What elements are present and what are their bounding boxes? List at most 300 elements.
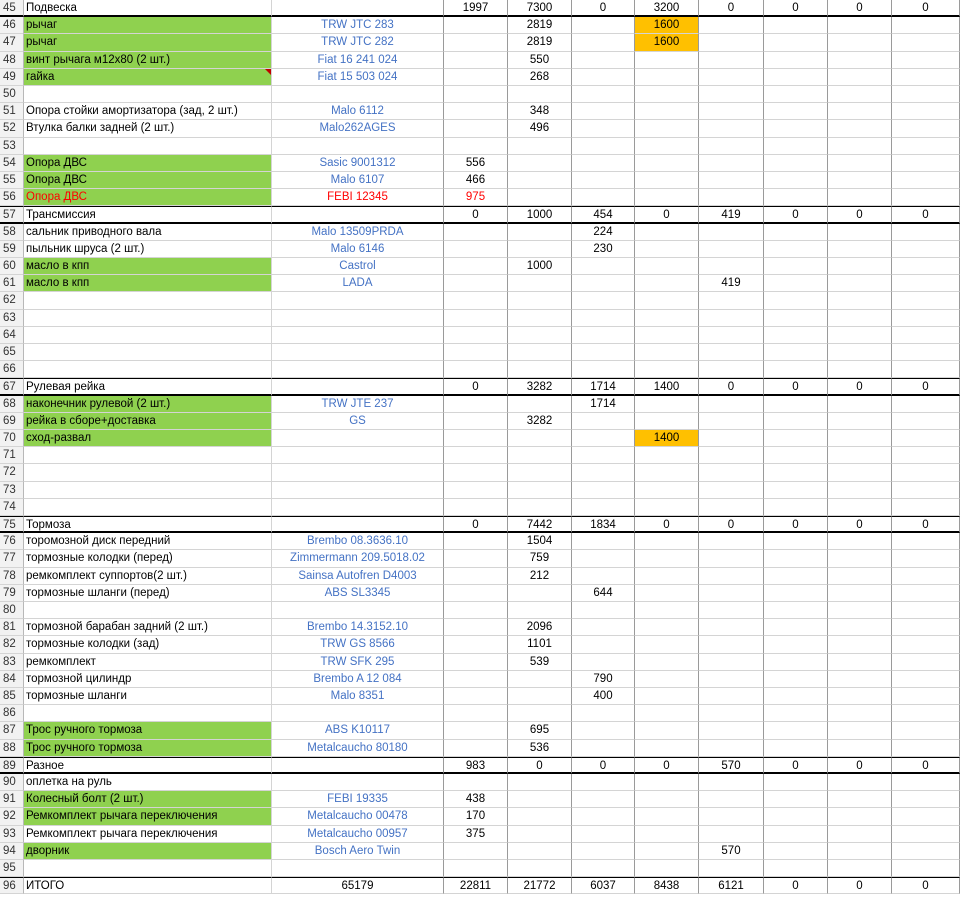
part-number-cell[interactable]: TRW GS 8566 bbox=[272, 636, 444, 653]
part-number-cell[interactable]: Malo 6112 bbox=[272, 103, 444, 120]
value-cell[interactable]: 975 bbox=[444, 189, 508, 206]
value-cell[interactable] bbox=[764, 361, 828, 378]
item-name-cell[interactable]: ремкомплект bbox=[24, 654, 272, 671]
item-name-cell[interactable]: оплетка на руль bbox=[24, 774, 272, 791]
part-number-cell[interactable]: TRW JTC 283 bbox=[272, 17, 444, 34]
value-cell[interactable] bbox=[892, 34, 960, 51]
value-cell[interactable]: 1000 bbox=[508, 206, 572, 223]
value-cell[interactable]: 0 bbox=[699, 0, 764, 17]
value-cell[interactable] bbox=[764, 774, 828, 791]
value-cell[interactable] bbox=[828, 258, 892, 275]
value-cell[interactable]: 0 bbox=[635, 757, 699, 774]
part-number-cell[interactable] bbox=[272, 361, 444, 378]
value-cell[interactable] bbox=[764, 275, 828, 292]
value-cell[interactable] bbox=[828, 224, 892, 241]
value-cell[interactable]: 224 bbox=[572, 224, 635, 241]
part-number-cell[interactable]: Malo 6146 bbox=[272, 241, 444, 258]
value-cell[interactable] bbox=[764, 843, 828, 860]
value-cell[interactable] bbox=[635, 482, 699, 499]
value-cell[interactable] bbox=[699, 310, 764, 327]
value-cell[interactable] bbox=[572, 172, 635, 189]
value-cell[interactable]: 0 bbox=[892, 757, 960, 774]
value-cell[interactable] bbox=[892, 791, 960, 808]
value-cell[interactable]: 496 bbox=[508, 120, 572, 137]
value-cell[interactable] bbox=[635, 52, 699, 69]
value-cell[interactable] bbox=[635, 258, 699, 275]
value-cell[interactable] bbox=[764, 103, 828, 120]
value-cell[interactable] bbox=[764, 602, 828, 619]
value-cell[interactable] bbox=[764, 654, 828, 671]
item-name-cell[interactable]: тормозные шланги (перед) bbox=[24, 585, 272, 602]
value-cell[interactable] bbox=[892, 224, 960, 241]
value-cell[interactable] bbox=[828, 34, 892, 51]
value-cell[interactable]: 550 bbox=[508, 52, 572, 69]
value-cell[interactable] bbox=[635, 344, 699, 361]
item-name-cell[interactable]: Трос ручного тормоза bbox=[24, 740, 272, 757]
value-cell[interactable] bbox=[764, 499, 828, 516]
value-cell[interactable] bbox=[892, 413, 960, 430]
value-cell[interactable] bbox=[635, 636, 699, 653]
part-number-cell[interactable]: Malo262AGES bbox=[272, 120, 444, 137]
value-cell[interactable] bbox=[444, 464, 508, 481]
value-cell[interactable] bbox=[572, 722, 635, 739]
value-cell[interactable] bbox=[764, 258, 828, 275]
value-cell[interactable]: 556 bbox=[444, 155, 508, 172]
value-cell[interactable]: 983 bbox=[444, 757, 508, 774]
value-cell[interactable] bbox=[699, 671, 764, 688]
value-cell[interactable]: 400 bbox=[572, 688, 635, 705]
value-cell[interactable] bbox=[635, 361, 699, 378]
value-cell[interactable] bbox=[635, 671, 699, 688]
item-name-cell[interactable]: тормозные колодки (зад) bbox=[24, 636, 272, 653]
part-number-cell[interactable]: Brembo 14.3152.10 bbox=[272, 619, 444, 636]
value-cell[interactable] bbox=[635, 189, 699, 206]
item-name-cell[interactable] bbox=[24, 482, 272, 499]
part-number-cell[interactable]: FEBI 12345 bbox=[272, 189, 444, 206]
value-cell[interactable] bbox=[699, 791, 764, 808]
value-cell[interactable] bbox=[699, 860, 764, 877]
value-cell[interactable] bbox=[635, 120, 699, 137]
value-cell[interactable] bbox=[572, 327, 635, 344]
value-cell[interactable] bbox=[444, 17, 508, 34]
value-cell[interactable] bbox=[828, 722, 892, 739]
value-cell[interactable] bbox=[572, 103, 635, 120]
value-cell[interactable] bbox=[892, 430, 960, 447]
value-cell[interactable] bbox=[828, 69, 892, 86]
part-number-cell[interactable]: ABS SL3345 bbox=[272, 585, 444, 602]
item-name-cell[interactable] bbox=[24, 361, 272, 378]
part-number-cell[interactable]: TRW SFK 295 bbox=[272, 654, 444, 671]
value-cell[interactable] bbox=[635, 172, 699, 189]
value-cell[interactable] bbox=[572, 791, 635, 808]
value-cell[interactable] bbox=[699, 482, 764, 499]
part-number-cell[interactable] bbox=[272, 860, 444, 877]
part-number-cell[interactable]: TRW JTE 237 bbox=[272, 396, 444, 413]
value-cell[interactable] bbox=[699, 568, 764, 585]
value-cell[interactable] bbox=[828, 86, 892, 103]
value-cell[interactable] bbox=[892, 482, 960, 499]
item-name-cell[interactable]: ИТОГО bbox=[24, 877, 272, 894]
value-cell[interactable] bbox=[508, 189, 572, 206]
value-cell[interactable] bbox=[635, 275, 699, 292]
value-cell[interactable]: 1600 bbox=[635, 17, 699, 34]
value-cell[interactable] bbox=[444, 568, 508, 585]
value-cell[interactable] bbox=[508, 155, 572, 172]
value-cell[interactable] bbox=[764, 482, 828, 499]
item-name-cell[interactable]: винт рычага м12х80 (2 шт.) bbox=[24, 52, 272, 69]
value-cell[interactable] bbox=[699, 396, 764, 413]
value-cell[interactable] bbox=[699, 138, 764, 155]
value-cell[interactable] bbox=[828, 464, 892, 481]
value-cell[interactable] bbox=[572, 826, 635, 843]
value-cell[interactable] bbox=[572, 17, 635, 34]
item-name-cell[interactable]: Подвеска bbox=[24, 0, 272, 17]
value-cell[interactable] bbox=[699, 155, 764, 172]
value-cell[interactable] bbox=[444, 722, 508, 739]
value-cell[interactable] bbox=[508, 138, 572, 155]
item-name-cell[interactable] bbox=[24, 327, 272, 344]
value-cell[interactable]: 0 bbox=[572, 757, 635, 774]
value-cell[interactable] bbox=[764, 464, 828, 481]
value-cell[interactable] bbox=[444, 688, 508, 705]
value-cell[interactable] bbox=[572, 843, 635, 860]
value-cell[interactable] bbox=[635, 705, 699, 722]
value-cell[interactable] bbox=[635, 826, 699, 843]
value-cell[interactable] bbox=[699, 344, 764, 361]
value-cell[interactable]: 0 bbox=[699, 516, 764, 533]
value-cell[interactable] bbox=[892, 310, 960, 327]
value-cell[interactable]: 1101 bbox=[508, 636, 572, 653]
item-name-cell[interactable]: пыльник шруса (2 шт.) bbox=[24, 241, 272, 258]
item-name-cell[interactable]: тормозной цилиндр bbox=[24, 671, 272, 688]
value-cell[interactable] bbox=[572, 533, 635, 550]
value-cell[interactable] bbox=[828, 172, 892, 189]
value-cell[interactable] bbox=[828, 808, 892, 825]
value-cell[interactable]: 0 bbox=[764, 516, 828, 533]
value-cell[interactable] bbox=[444, 533, 508, 550]
value-cell[interactable]: 1000 bbox=[508, 258, 572, 275]
value-cell[interactable] bbox=[572, 705, 635, 722]
part-number-cell[interactable] bbox=[272, 430, 444, 447]
part-number-cell[interactable] bbox=[272, 774, 444, 791]
value-cell[interactable] bbox=[444, 344, 508, 361]
value-cell[interactable] bbox=[444, 499, 508, 516]
value-cell[interactable] bbox=[699, 550, 764, 567]
item-name-cell[interactable]: торомозной диск передний bbox=[24, 533, 272, 550]
value-cell[interactable] bbox=[699, 808, 764, 825]
value-cell[interactable] bbox=[635, 396, 699, 413]
value-cell[interactable] bbox=[572, 292, 635, 309]
part-number-cell[interactable] bbox=[272, 516, 444, 533]
item-name-cell[interactable]: рычаг bbox=[24, 34, 272, 51]
value-cell[interactable] bbox=[635, 585, 699, 602]
value-cell[interactable] bbox=[572, 482, 635, 499]
value-cell[interactable]: 0 bbox=[892, 378, 960, 395]
value-cell[interactable]: 0 bbox=[444, 516, 508, 533]
item-name-cell[interactable] bbox=[24, 860, 272, 877]
value-cell[interactable]: 0 bbox=[635, 206, 699, 223]
value-cell[interactable] bbox=[828, 533, 892, 550]
value-cell[interactable] bbox=[699, 361, 764, 378]
value-cell[interactable]: 0 bbox=[828, 378, 892, 395]
value-cell[interactable]: 466 bbox=[444, 172, 508, 189]
value-cell[interactable] bbox=[699, 774, 764, 791]
value-cell[interactable] bbox=[892, 155, 960, 172]
value-cell[interactable] bbox=[892, 138, 960, 155]
value-cell[interactable]: 0 bbox=[828, 877, 892, 894]
value-cell[interactable] bbox=[699, 52, 764, 69]
value-cell[interactable] bbox=[892, 688, 960, 705]
value-cell[interactable]: 0 bbox=[892, 516, 960, 533]
value-cell[interactable]: 790 bbox=[572, 671, 635, 688]
value-cell[interactable] bbox=[572, 447, 635, 464]
value-cell[interactable]: 3282 bbox=[508, 413, 572, 430]
value-cell[interactable] bbox=[828, 550, 892, 567]
value-cell[interactable] bbox=[508, 482, 572, 499]
part-number-cell[interactable] bbox=[272, 0, 444, 17]
item-name-cell[interactable]: Опора ДВС bbox=[24, 189, 272, 206]
part-number-cell[interactable] bbox=[272, 378, 444, 395]
item-name-cell[interactable]: ремкомплект суппортов(2 шт.) bbox=[24, 568, 272, 585]
value-cell[interactable] bbox=[635, 155, 699, 172]
value-cell[interactable] bbox=[828, 499, 892, 516]
value-cell[interactable] bbox=[444, 482, 508, 499]
value-cell[interactable]: 0 bbox=[828, 757, 892, 774]
value-cell[interactable] bbox=[892, 654, 960, 671]
value-cell[interactable] bbox=[892, 585, 960, 602]
value-cell[interactable] bbox=[508, 447, 572, 464]
value-cell[interactable] bbox=[635, 568, 699, 585]
value-cell[interactable] bbox=[892, 860, 960, 877]
value-cell[interactable] bbox=[699, 69, 764, 86]
value-cell[interactable] bbox=[444, 69, 508, 86]
value-cell[interactable] bbox=[635, 740, 699, 757]
part-number-cell[interactable] bbox=[272, 327, 444, 344]
value-cell[interactable]: 1834 bbox=[572, 516, 635, 533]
value-cell[interactable] bbox=[444, 602, 508, 619]
part-number-cell[interactable] bbox=[272, 447, 444, 464]
item-name-cell[interactable] bbox=[24, 292, 272, 309]
value-cell[interactable] bbox=[444, 52, 508, 69]
value-cell[interactable]: 0 bbox=[764, 757, 828, 774]
value-cell[interactable] bbox=[572, 464, 635, 481]
value-cell[interactable] bbox=[892, 808, 960, 825]
value-cell[interactable] bbox=[508, 860, 572, 877]
part-number-cell[interactable]: ABS K10117 bbox=[272, 722, 444, 739]
part-number-cell[interactable]: Metalcaucho 00957 bbox=[272, 826, 444, 843]
value-cell[interactable] bbox=[764, 550, 828, 567]
part-number-cell[interactable]: Brembo A 12 084 bbox=[272, 671, 444, 688]
comment-indicator-icon[interactable] bbox=[265, 69, 271, 75]
part-number-cell[interactable] bbox=[272, 482, 444, 499]
part-number-cell[interactable]: FEBI 19335 bbox=[272, 791, 444, 808]
value-cell[interactable] bbox=[635, 447, 699, 464]
value-cell[interactable] bbox=[699, 602, 764, 619]
value-cell[interactable] bbox=[572, 568, 635, 585]
part-number-cell[interactable]: 65179 bbox=[272, 877, 444, 894]
value-cell[interactable] bbox=[508, 241, 572, 258]
part-number-cell[interactable]: Sainsa Autofren D4003 bbox=[272, 568, 444, 585]
value-cell[interactable]: 1714 bbox=[572, 396, 635, 413]
item-name-cell[interactable]: Трос ручного тормоза bbox=[24, 722, 272, 739]
value-cell[interactable] bbox=[635, 808, 699, 825]
value-cell[interactable]: 419 bbox=[699, 206, 764, 223]
value-cell[interactable] bbox=[635, 550, 699, 567]
value-cell[interactable] bbox=[444, 310, 508, 327]
value-cell[interactable] bbox=[508, 826, 572, 843]
value-cell[interactable] bbox=[828, 241, 892, 258]
value-cell[interactable] bbox=[508, 327, 572, 344]
part-number-cell[interactable]: Fiat 16 241 024 bbox=[272, 52, 444, 69]
value-cell[interactable] bbox=[508, 224, 572, 241]
value-cell[interactable] bbox=[828, 671, 892, 688]
value-cell[interactable] bbox=[444, 224, 508, 241]
value-cell[interactable] bbox=[828, 155, 892, 172]
value-cell[interactable] bbox=[828, 774, 892, 791]
item-name-cell[interactable]: Тормоза bbox=[24, 516, 272, 533]
value-cell[interactable] bbox=[828, 860, 892, 877]
value-cell[interactable] bbox=[508, 310, 572, 327]
value-cell[interactable]: 0 bbox=[508, 757, 572, 774]
value-cell[interactable] bbox=[444, 34, 508, 51]
value-cell[interactable]: 695 bbox=[508, 722, 572, 739]
value-cell[interactable] bbox=[508, 671, 572, 688]
value-cell[interactable] bbox=[444, 241, 508, 258]
value-cell[interactable] bbox=[572, 52, 635, 69]
value-cell[interactable] bbox=[764, 138, 828, 155]
value-cell[interactable]: 212 bbox=[508, 568, 572, 585]
value-cell[interactable] bbox=[699, 258, 764, 275]
value-cell[interactable] bbox=[572, 860, 635, 877]
value-cell[interactable] bbox=[699, 705, 764, 722]
value-cell[interactable]: 1400 bbox=[635, 378, 699, 395]
part-number-cell[interactable] bbox=[272, 705, 444, 722]
value-cell[interactable] bbox=[892, 241, 960, 258]
part-number-cell[interactable] bbox=[272, 757, 444, 774]
value-cell[interactable] bbox=[892, 17, 960, 34]
value-cell[interactable] bbox=[764, 826, 828, 843]
value-cell[interactable] bbox=[828, 654, 892, 671]
value-cell[interactable] bbox=[444, 103, 508, 120]
value-cell[interactable] bbox=[635, 241, 699, 258]
item-name-cell[interactable]: сход-развал bbox=[24, 430, 272, 447]
part-number-cell[interactable]: Fiat 15 503 024 bbox=[272, 69, 444, 86]
value-cell[interactable] bbox=[764, 310, 828, 327]
item-name-cell[interactable]: сальник приводного вала bbox=[24, 224, 272, 241]
value-cell[interactable] bbox=[892, 103, 960, 120]
value-cell[interactable] bbox=[828, 791, 892, 808]
value-cell[interactable] bbox=[572, 155, 635, 172]
value-cell[interactable] bbox=[508, 774, 572, 791]
item-name-cell[interactable]: тормозные колодки (перед) bbox=[24, 550, 272, 567]
value-cell[interactable]: 375 bbox=[444, 826, 508, 843]
value-cell[interactable] bbox=[508, 688, 572, 705]
value-cell[interactable]: 3282 bbox=[508, 378, 572, 395]
value-cell[interactable] bbox=[892, 120, 960, 137]
value-cell[interactable] bbox=[635, 464, 699, 481]
value-cell[interactable] bbox=[828, 602, 892, 619]
value-cell[interactable]: 0 bbox=[699, 378, 764, 395]
value-cell[interactable] bbox=[635, 791, 699, 808]
item-name-cell[interactable] bbox=[24, 705, 272, 722]
value-cell[interactable] bbox=[764, 808, 828, 825]
value-cell[interactable] bbox=[828, 344, 892, 361]
part-number-cell[interactable]: Castrol bbox=[272, 258, 444, 275]
value-cell[interactable] bbox=[828, 361, 892, 378]
value-cell[interactable] bbox=[635, 533, 699, 550]
part-number-cell[interactable]: Sasic 9001312 bbox=[272, 155, 444, 172]
item-name-cell[interactable]: Втулка балки задней (2 шт.) bbox=[24, 120, 272, 137]
value-cell[interactable] bbox=[508, 275, 572, 292]
value-cell[interactable] bbox=[572, 413, 635, 430]
value-cell[interactable] bbox=[635, 327, 699, 344]
value-cell[interactable] bbox=[635, 69, 699, 86]
value-cell[interactable] bbox=[444, 705, 508, 722]
value-cell[interactable]: 0 bbox=[764, 206, 828, 223]
value-cell[interactable]: 0 bbox=[828, 206, 892, 223]
value-cell[interactable] bbox=[508, 585, 572, 602]
value-cell[interactable] bbox=[828, 396, 892, 413]
value-cell[interactable] bbox=[444, 447, 508, 464]
value-cell[interactable] bbox=[892, 396, 960, 413]
item-name-cell[interactable]: Рулевая рейка bbox=[24, 378, 272, 395]
value-cell[interactable]: 1997 bbox=[444, 0, 508, 17]
value-cell[interactable] bbox=[635, 619, 699, 636]
value-cell[interactable] bbox=[508, 396, 572, 413]
value-cell[interactable]: 22811 bbox=[444, 877, 508, 894]
value-cell[interactable] bbox=[444, 275, 508, 292]
value-cell[interactable] bbox=[508, 172, 572, 189]
value-cell[interactable] bbox=[892, 619, 960, 636]
value-cell[interactable]: 3200 bbox=[635, 0, 699, 17]
value-cell[interactable] bbox=[444, 550, 508, 567]
value-cell[interactable] bbox=[764, 69, 828, 86]
value-cell[interactable] bbox=[572, 258, 635, 275]
value-cell[interactable] bbox=[764, 430, 828, 447]
value-cell[interactable] bbox=[444, 138, 508, 155]
value-cell[interactable] bbox=[764, 327, 828, 344]
item-name-cell[interactable] bbox=[24, 602, 272, 619]
value-cell[interactable]: 570 bbox=[699, 843, 764, 860]
value-cell[interactable] bbox=[764, 671, 828, 688]
value-cell[interactable]: 7442 bbox=[508, 516, 572, 533]
value-cell[interactable] bbox=[764, 396, 828, 413]
value-cell[interactable] bbox=[764, 120, 828, 137]
item-name-cell[interactable]: дворник bbox=[24, 843, 272, 860]
value-cell[interactable] bbox=[444, 430, 508, 447]
value-cell[interactable] bbox=[764, 447, 828, 464]
value-cell[interactable] bbox=[572, 654, 635, 671]
value-cell[interactable] bbox=[892, 447, 960, 464]
part-number-cell[interactable]: Metalcaucho 00478 bbox=[272, 808, 444, 825]
value-cell[interactable] bbox=[635, 499, 699, 516]
value-cell[interactable] bbox=[508, 86, 572, 103]
value-cell[interactable] bbox=[764, 155, 828, 172]
value-cell[interactable]: 539 bbox=[508, 654, 572, 671]
value-cell[interactable]: 644 bbox=[572, 585, 635, 602]
part-number-cell[interactable]: LADA bbox=[272, 275, 444, 292]
value-cell[interactable] bbox=[892, 636, 960, 653]
part-number-cell[interactable] bbox=[272, 138, 444, 155]
part-number-cell[interactable]: Zimmermann 209.5018.02 bbox=[272, 550, 444, 567]
value-cell[interactable] bbox=[892, 533, 960, 550]
value-cell[interactable] bbox=[828, 292, 892, 309]
item-name-cell[interactable]: масло в кпп bbox=[24, 275, 272, 292]
value-cell[interactable] bbox=[572, 740, 635, 757]
value-cell[interactable] bbox=[892, 826, 960, 843]
value-cell[interactable] bbox=[892, 499, 960, 516]
value-cell[interactable] bbox=[699, 224, 764, 241]
